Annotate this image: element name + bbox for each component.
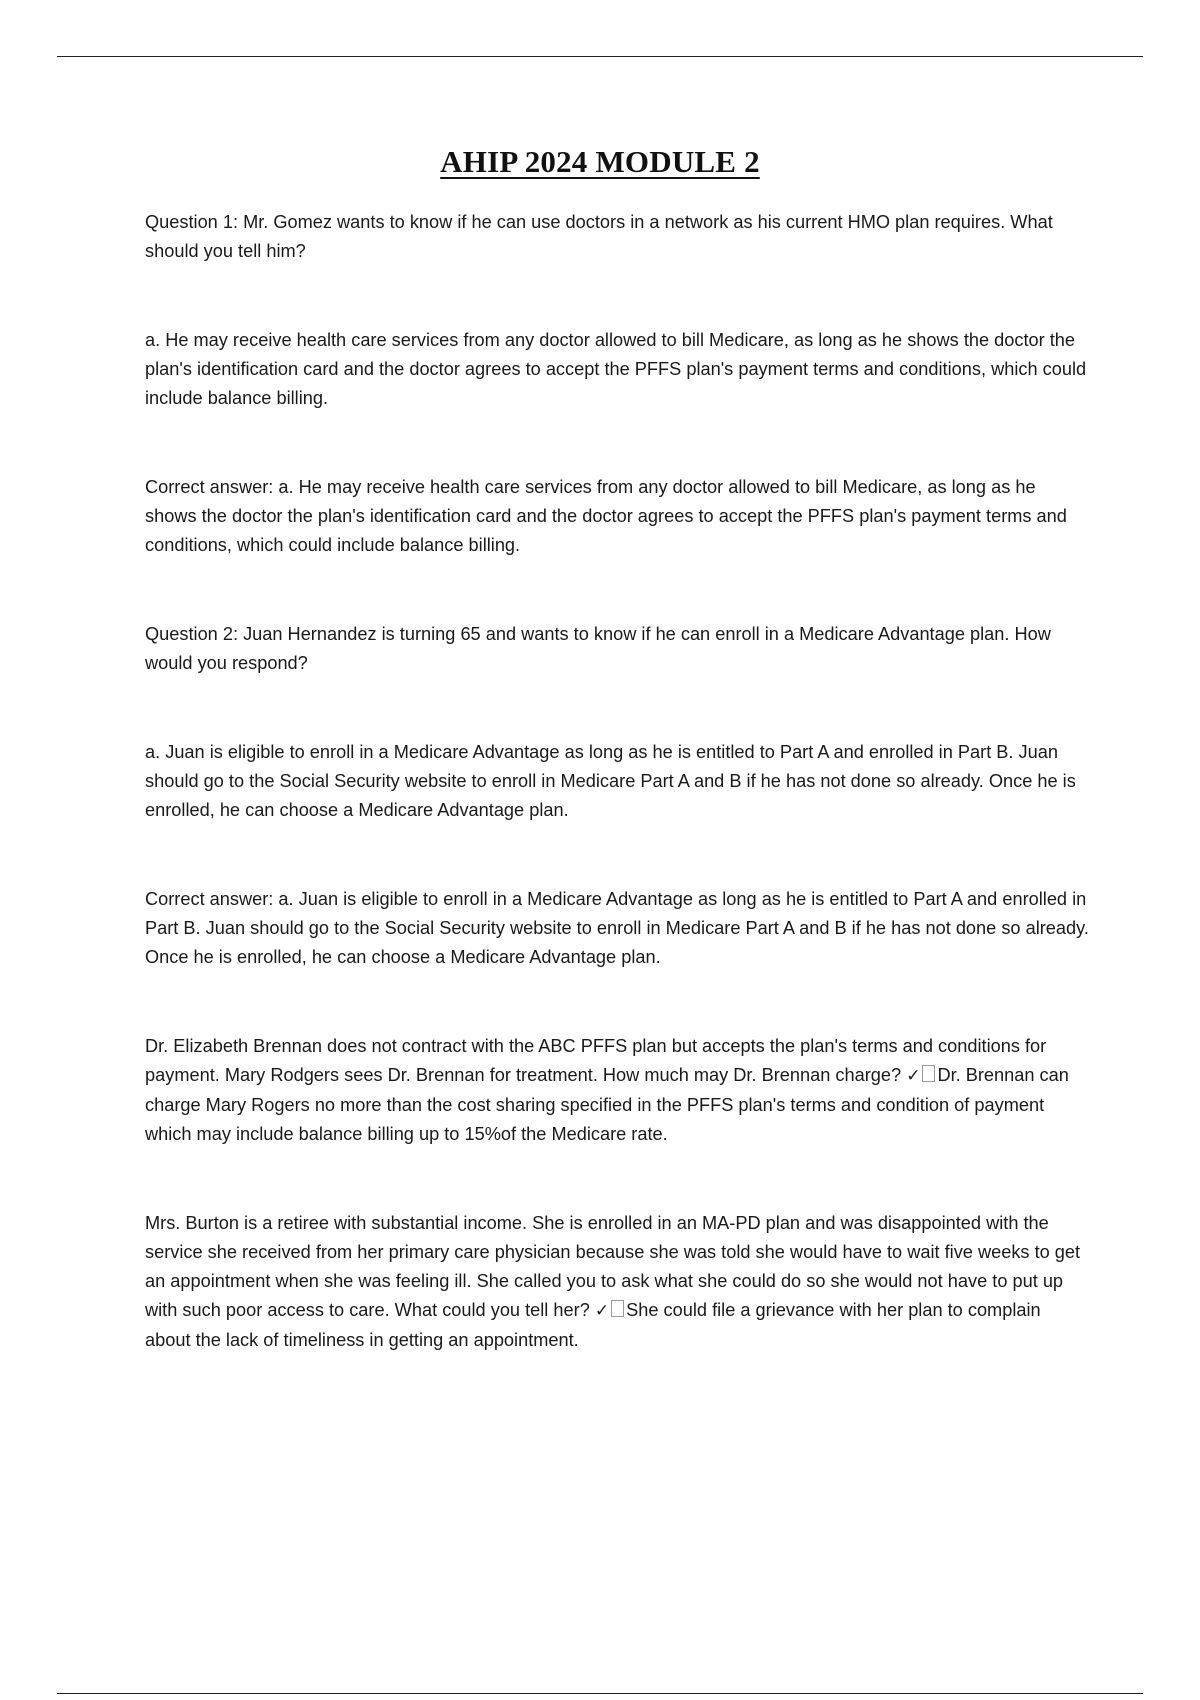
missing-glyph-box-icon	[611, 1300, 624, 1317]
qa-question: Dr. Elizabeth Brennan does not contract with the ABC PFFS plan but accepts the plan's terms and conditions for payment. Mary Rodgers sees Dr. Brennan for treatment. How much may Dr. Brennan charge?	[145, 1036, 1047, 1085]
question-1-correct-answer: Correct answer: a. He may receive health care services from any doctor allowed to bill Medicare, as long as he shows the doctor the plan's identification card and the doctor agrees to accept the PFFS plan's payment terms and conditions, which could include balance billing.	[145, 477, 1067, 555]
qa-item-brennan	[145, 1032, 1090, 1149]
question-1: Question 1: Mr. Gomez wants to know if he can use doctors in a network as his current HMO plan requires. What should you tell him?	[145, 212, 1053, 261]
qa-question: Mrs. Burton is a retiree with substantial income. She is enrolled in an MA-PD plan and was disappointed with the service she received from her primary care physician because she was told she would have to wait five weeks to get an appointment when she was feeling ill. She called you to ask what she could do so she would not have to put up with such poor access to care. What could you tell her?	[145, 1213, 1081, 1320]
page-title	[0, 144, 1200, 180]
page-title-text: AHIP 2024 MODULE 2	[440, 144, 760, 179]
qa-answer: She could file a grievance with her plan to complain about the lack of timeliness in getting an appointment.	[145, 1300, 1041, 1350]
top-rule	[57, 56, 1143, 57]
bottom-rule	[57, 1693, 1143, 1694]
missing-glyph-box-icon	[922, 1065, 935, 1082]
question-2-correct-answer: Correct answer: a. Juan is eligible to enroll in a Medicare Advantage as long as he is entitled to Part A and enrolled in Part B. Juan should go to the Social Security website to enroll in Medicare Part A and B if he has not done so already. Once he is enrolled, he can choose a Medicare Advantage plan.	[145, 889, 1089, 967]
question-1-option-a: a. He may receive health care services from any doctor allowed to bill Medicare, as long as he shows the doctor the plan's identification card and the doctor agrees to accept the PFFS plan's payment terms and conditions, which could include balance billing.	[145, 330, 1087, 408]
question-2-option-a: a. Juan is eligible to enroll in a Medicare Advantage as long as he is entitled to Part A and enrolled in Part B. Juan should go to the Social Security website to enroll in Medicare Part A and B if he has not done so already. Once he is enrolled, he can choose a Medicare Advantage plan.	[145, 742, 1076, 820]
question-2: Question 2: Juan Hernandez is turning 65 and wants to know if he can enroll in a Medicare Advantage plan. How would you respond?	[145, 624, 1051, 673]
check-mark-icon: ✓	[906, 1066, 921, 1086]
document-body	[145, 208, 1090, 1355]
qa-item-burton	[145, 1209, 1090, 1355]
qa-answer: Dr. Brennan can charge Mary Rogers no more than the cost sharing specified in the PFFS plan's terms and condition of payment which may include balance billing up to 15%of the Medicare rate.	[145, 1065, 1069, 1144]
check-mark-icon: ✓	[594, 1301, 610, 1321]
